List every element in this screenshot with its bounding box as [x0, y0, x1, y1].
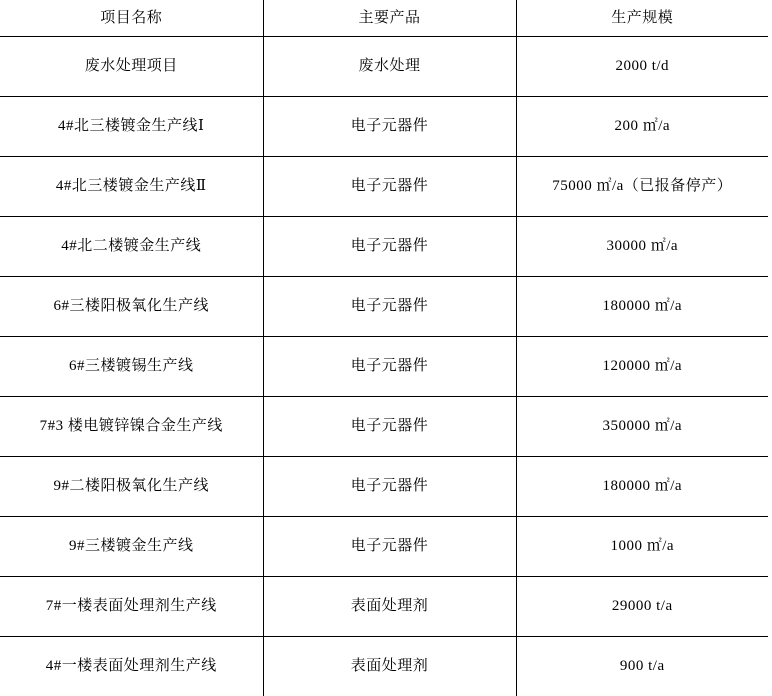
table-row — [0, 37, 768, 97]
cell-production-scale: 1000 ㎡/a — [516, 517, 768, 577]
table-row — [0, 157, 768, 217]
cell-production-scale: 200 ㎡/a — [516, 97, 768, 157]
cell-production-scale: 75000 ㎡/a（已报备停产） — [516, 157, 768, 217]
cell-production-scale: 2000 t/d — [516, 37, 768, 97]
cell-production-scale: 180000 ㎡/a — [516, 457, 768, 517]
cell-production-scale: 180000 ㎡/a — [516, 277, 768, 337]
table-row — [0, 277, 768, 337]
cell-main-product: 电子元器件 — [263, 97, 516, 157]
cell-project-name: 4#北二楼镀金生产线 — [0, 217, 263, 277]
column-header-project-name: 项目名称 — [0, 0, 263, 37]
cell-production-scale: 350000 ㎡/a — [516, 397, 768, 457]
cell-project-name: 4#北三楼镀金生产线Ⅰ — [0, 97, 263, 157]
cell-main-product: 表面处理剂 — [263, 637, 516, 696]
cell-main-product: 电子元器件 — [263, 157, 516, 217]
table-row — [0, 217, 768, 277]
column-header-main-product: 主要产品 — [263, 0, 516, 37]
cell-production-scale: 30000 ㎡/a — [516, 217, 768, 277]
cell-main-product: 电子元器件 — [263, 217, 516, 277]
cell-main-product: 电子元器件 — [263, 457, 516, 517]
table-row — [0, 337, 768, 397]
table-row — [0, 397, 768, 457]
table-row — [0, 457, 768, 517]
cell-project-name: 6#三楼镀锡生产线 — [0, 337, 263, 397]
table-row — [0, 637, 768, 696]
cell-production-scale: 120000 ㎡/a — [516, 337, 768, 397]
cell-main-product: 电子元器件 — [263, 517, 516, 577]
cell-project-name: 9#二楼阳极氧化生产线 — [0, 457, 263, 517]
cell-project-name: 9#三楼镀金生产线 — [0, 517, 263, 577]
cell-main-product: 废水处理 — [263, 37, 516, 97]
cell-main-product: 电子元器件 — [263, 277, 516, 337]
table-row — [0, 97, 768, 157]
cell-project-name: 废水处理项目 — [0, 37, 263, 97]
cell-project-name: 4#一楼表面处理剂生产线 — [0, 637, 263, 696]
cell-main-product: 表面处理剂 — [263, 577, 516, 637]
table-header-row — [0, 0, 768, 37]
cell-main-product: 电子元器件 — [263, 397, 516, 457]
table-row — [0, 517, 768, 577]
cell-project-name: 7#3 楼电镀锌镍合金生产线 — [0, 397, 263, 457]
table-body — [0, 37, 768, 696]
cell-production-scale: 29000 t/a — [516, 577, 768, 637]
cell-production-scale: 900 t/a — [516, 637, 768, 696]
cell-project-name: 4#北三楼镀金生产线Ⅱ — [0, 157, 263, 217]
column-header-production-scale: 生产规模 — [516, 0, 768, 37]
cell-project-name: 7#一楼表面处理剂生产线 — [0, 577, 263, 637]
cell-main-product: 电子元器件 — [263, 337, 516, 397]
cell-project-name: 6#三楼阳极氧化生产线 — [0, 277, 263, 337]
table-header — [0, 0, 768, 37]
table-row — [0, 577, 768, 637]
